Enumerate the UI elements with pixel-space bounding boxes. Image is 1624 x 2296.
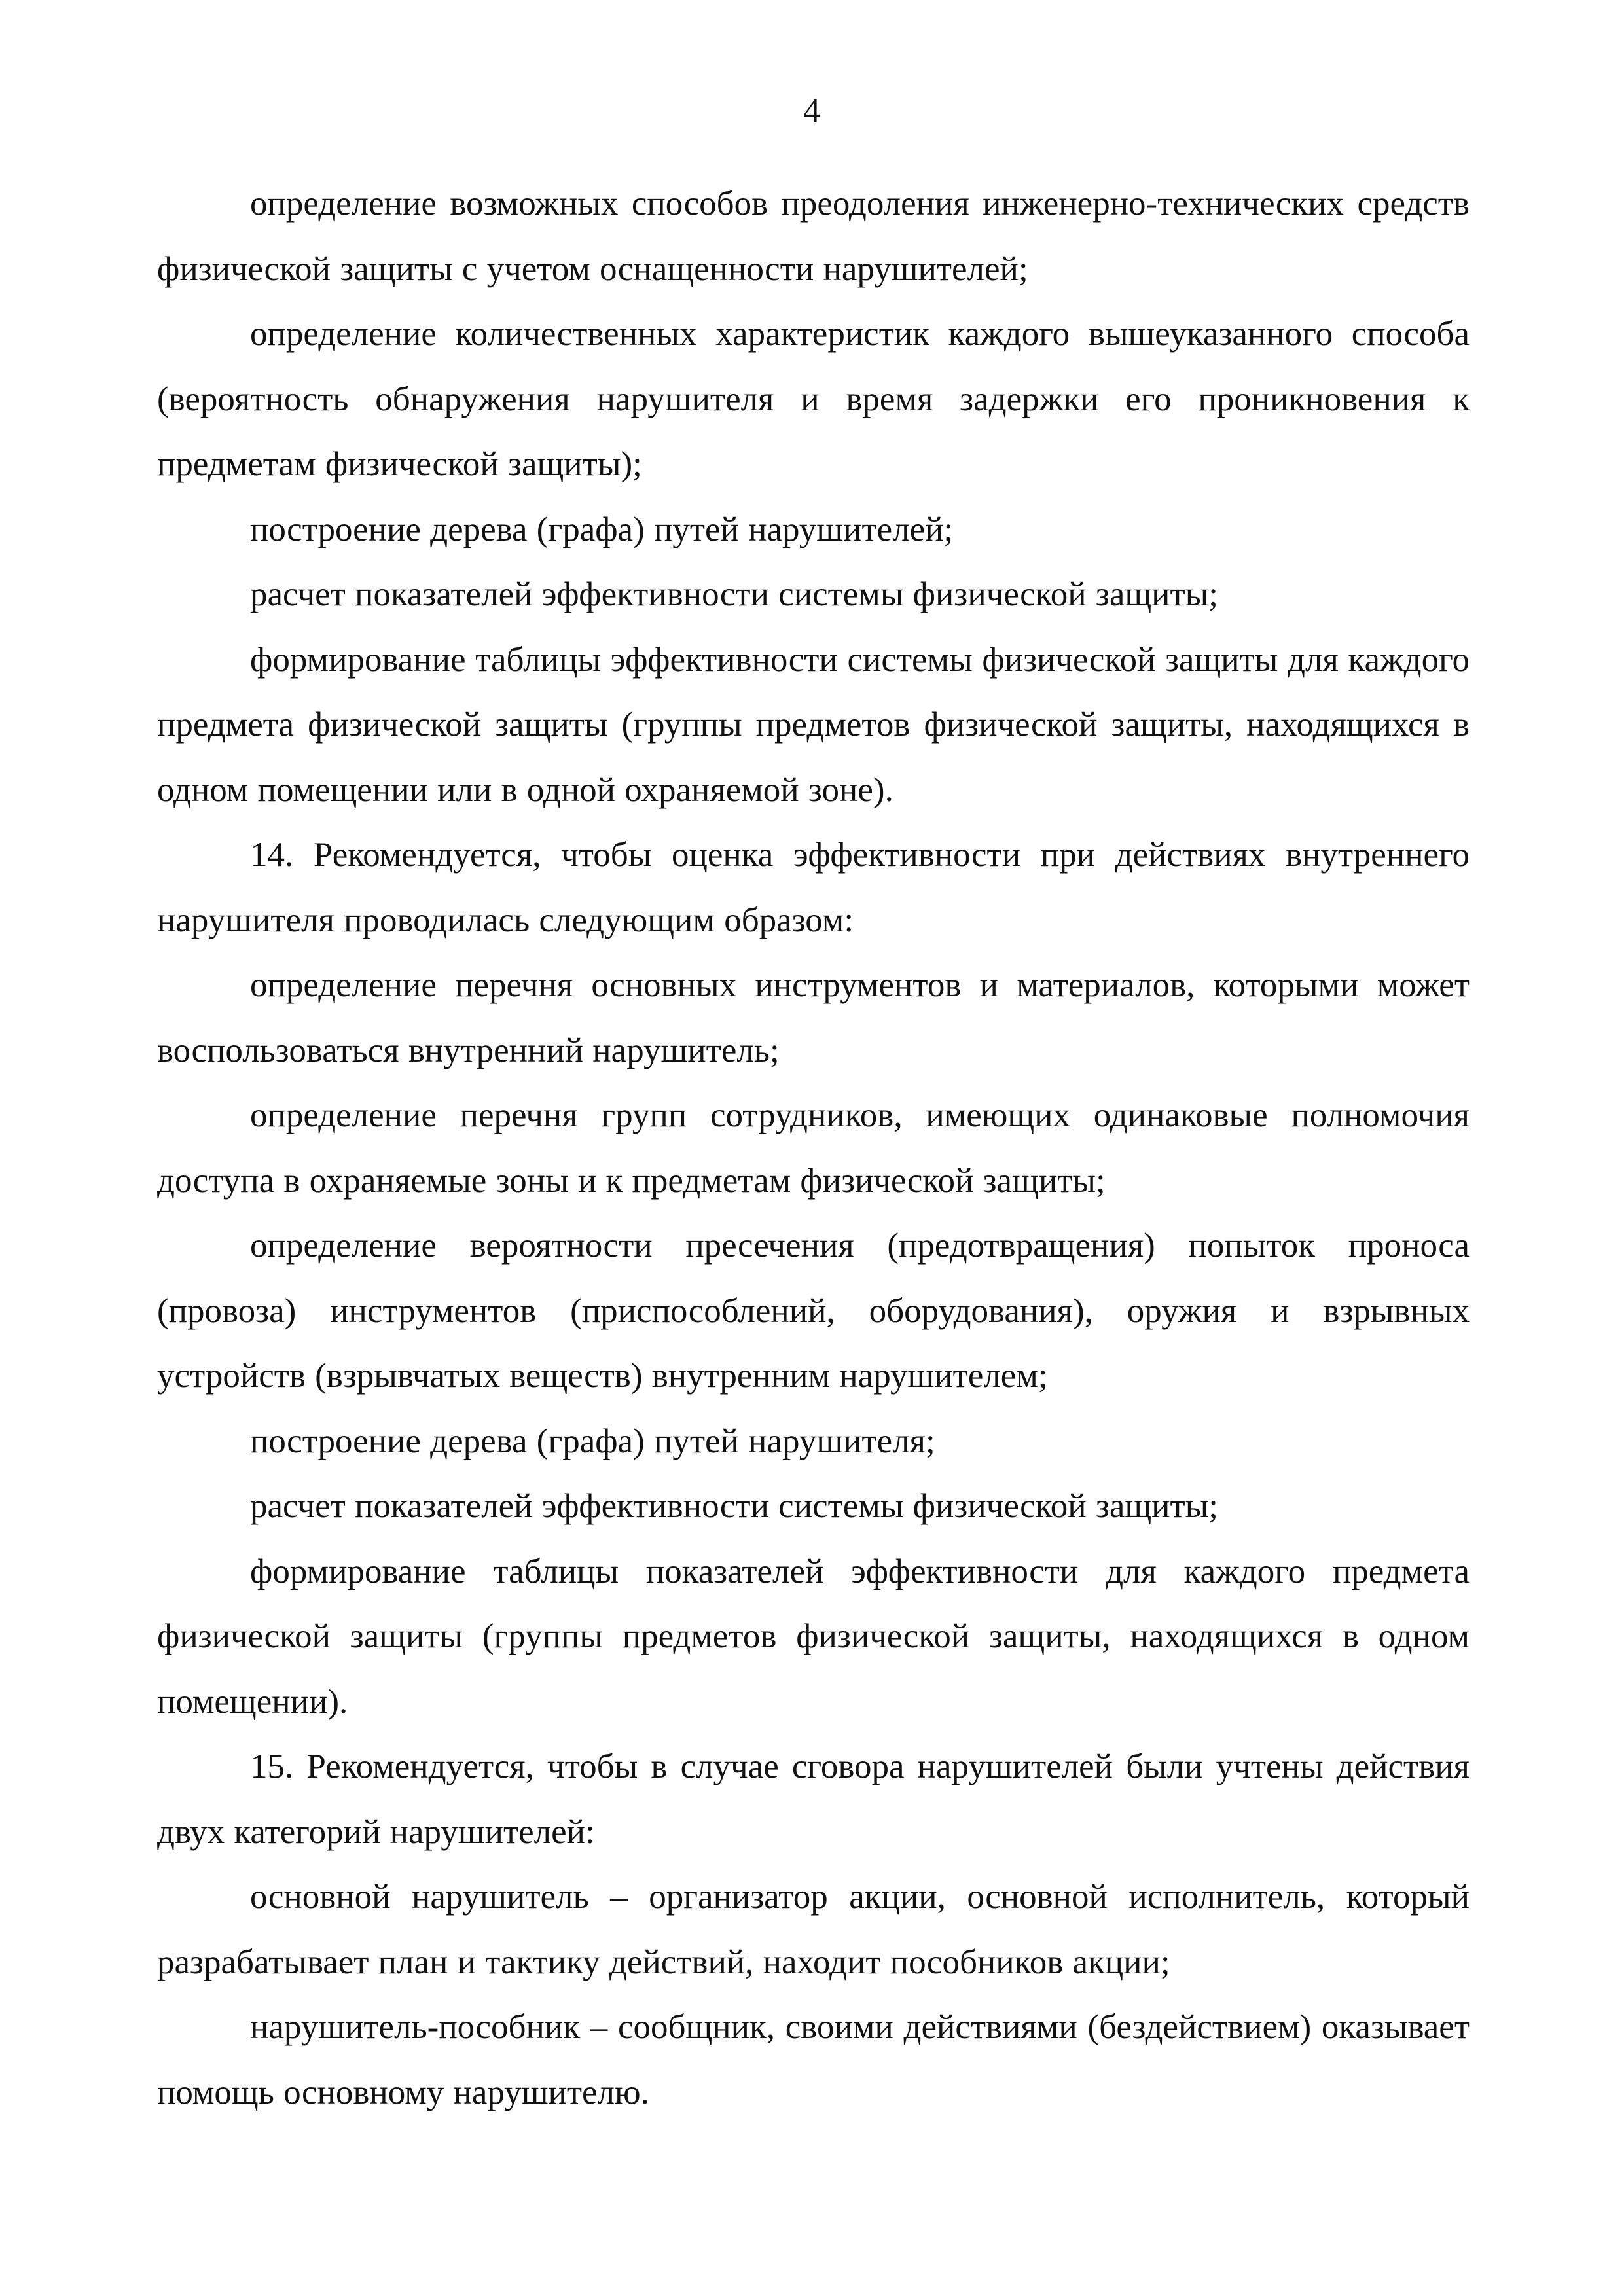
document-body xyxy=(157,171,1470,2125)
paragraph-efficiency-table: формирование таблицы эффективности системы физической защиты для каждого предмета физической защиты (группы предметов физической защиты, находящихся в одном помещении или в одной охраняемой зоне). xyxy=(157,640,1470,809)
paragraph-tools-list: определение перечня основных инструментов и материалов, которыми может воспользоваться внутренний нарушитель; xyxy=(157,966,1470,1069)
paragraph-employee-groups: определение перечня групп сотрудников, имеющих одинаковые полномочия доступа в охраняемые зоны и к предметам физической защиты; xyxy=(157,1096,1470,1200)
paragraph-build-path-graph: построение дерева (графа) путей нарушителей; xyxy=(250,510,954,548)
paragraph-quantitative-characteristics: определение количественных характеристик каждого вышеуказанного способа (вероятность обнаружения нарушителя и время задержки его проникновения к предметам физической защиты); xyxy=(157,315,1470,483)
paragraph-accomplice-violator: нарушитель-пособник – сообщник, своими действиями (бездействием) оказывает помощь основному нарушителю. xyxy=(157,2008,1470,2111)
paragraph-method-overcoming-means: определение возможных способов преодоления инженерно-технических средств физической защиты с учетом оснащенности нарушителей; xyxy=(157,185,1470,288)
paragraph-calc-efficiency: расчет показателей эффективности системы физической защиты; xyxy=(250,575,1219,613)
paragraph-build-path-graph-internal: построение дерева (графа) путей нарушителя; xyxy=(250,1422,935,1460)
paragraph-calc-efficiency-internal: расчет показателей эффективности системы физической защиты; xyxy=(250,1487,1219,1525)
paragraph-main-violator: основной нарушитель – организатор акции, основной исполнитель, который разрабатывает план и тактику действий, находит пособников акции; xyxy=(157,1878,1470,1981)
paragraph-item-14: 14. Рекомендуется, чтобы оценка эффективности при действиях внутреннего нарушителя проводилась следующим образом: xyxy=(157,836,1470,939)
page-number: 4 xyxy=(803,92,820,130)
paragraph-item-15: 15. Рекомендуется, чтобы в случае сговора нарушителей были учтены действия двух категорий нарушителей: xyxy=(157,1748,1470,1851)
paragraph-interception-probability: определение вероятности пресечения (предотвращения) попыток проноса (провоза) инструментов (приспособлений, оборудования), оружия и взрывных устройств (взрывчатых веществ) внутренним нарушителем; xyxy=(157,1227,1470,1395)
paragraph-indicators-table: формирование таблицы показателей эффективности для каждого предмета физической защиты (группы предметов физической защиты, находящихся в одном помещении). xyxy=(157,1552,1470,1721)
